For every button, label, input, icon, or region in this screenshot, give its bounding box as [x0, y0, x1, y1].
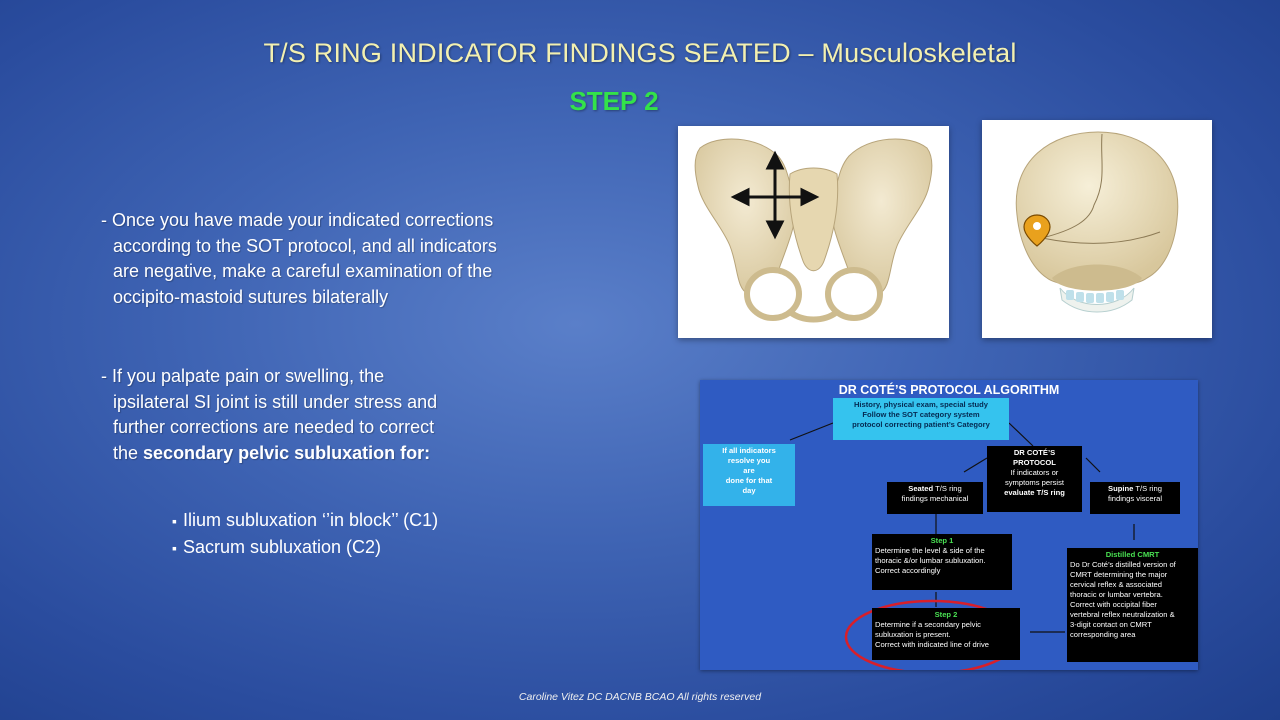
slide-title: T/S RING INDICATOR FINDINGS SEATED – Musculoskeletal	[263, 38, 1017, 68]
history-line: protocol correcting patient’s Category	[852, 420, 990, 429]
protocol-line: symptoms persist	[1004, 478, 1065, 487]
protocol-bold: evaluate T/S ring	[1004, 488, 1065, 497]
seated-rest: T/S ring	[933, 484, 962, 493]
if-all-line: done for that	[725, 476, 773, 485]
if-all-indicators-box	[703, 444, 795, 506]
para2-prefix: the	[113, 442, 144, 463]
copyright-footer: Caroline Vitez DC DACNB BCAO All rights reserved	[518, 691, 762, 703]
para1-line: are negative, make a careful examination of the	[113, 261, 493, 281]
skull-illustration	[982, 120, 1212, 338]
cmrt-line: corresponding area	[1070, 630, 1136, 639]
bullet-list	[172, 507, 438, 561]
step1-line: Determine the level & side of the	[875, 546, 985, 555]
pelvis-image	[678, 126, 949, 338]
seated-line1	[890, 484, 980, 494]
para2-line: further corrections are needed to correct	[113, 417, 435, 437]
protocol-head: PROTOCOL	[1013, 458, 1056, 467]
if-all-line: resolve you	[727, 456, 771, 465]
cmrt-line: thoracic or lumbar vertebra.	[1070, 590, 1163, 599]
bullet-item: ▪ Sacrum subluxation (C2)	[172, 534, 438, 561]
history-line: Follow the SOT category system	[862, 410, 980, 419]
bullet-item: ▪ Ilium subluxation ‘’in block’’ (C1)	[172, 507, 438, 534]
cmrt-head: Distilled CMRT	[1105, 550, 1160, 559]
para2-line	[101, 441, 501, 467]
if-all-line: day	[742, 486, 756, 495]
paragraph-palpate	[101, 364, 501, 466]
para1-line: - Once you have made your indicated corrections	[101, 210, 494, 230]
supine-box	[1090, 482, 1180, 514]
paragraph-exam	[101, 208, 541, 310]
para2-bold: secondary pelvic subluxation for:	[143, 442, 431, 463]
step2-head: Step 2	[934, 610, 958, 619]
algorithm-title: DR COTÉ’S PROTOCOL ALGORITHM	[838, 383, 1060, 397]
step2-line: Correct with indicated line of drive	[875, 640, 989, 649]
history-line: History, physical exam, special study	[853, 400, 989, 409]
step1-box	[872, 534, 1012, 590]
step2-line: Determine if a secondary pelvic	[875, 620, 981, 629]
supine-bold: Supine	[1108, 484, 1134, 493]
distilled-cmrt-box	[1067, 548, 1198, 662]
protocol-line: If indicators or	[1010, 468, 1059, 477]
para2-line: - If you palpate pain or swelling, the	[101, 366, 385, 386]
supine-line1	[1093, 484, 1177, 494]
pelvis-illustration	[678, 126, 949, 338]
cmrt-line: 3-digit contact on CMRT	[1070, 620, 1152, 629]
para1-line: according to the SOT protocol, and all indicators	[113, 235, 497, 256]
para1-line: occipito-mastoid sutures bilaterally	[113, 286, 389, 307]
step1-head: Step 1	[930, 536, 954, 545]
supine-rest: T/S ring	[1133, 484, 1162, 493]
supine-line2: findings visceral	[1107, 494, 1163, 503]
step2-line: subluxation is present.	[875, 630, 951, 639]
cmrt-line: Do Dr Coté’s distilled version of	[1070, 560, 1176, 569]
cmrt-line: vertebral reflex neutralization &	[1070, 610, 1175, 619]
skull-image	[982, 120, 1212, 338]
seated-box	[887, 482, 983, 514]
step2-box	[872, 608, 1020, 660]
para2-line: ipsilateral SI joint is still under stress and	[113, 391, 438, 412]
if-all-line: If all indicators	[722, 446, 776, 455]
cmrt-line: CMRT determining the major	[1070, 570, 1168, 579]
seated-line2: findings mechanical	[901, 494, 969, 503]
cmrt-line: cervical reflex & associated	[1070, 580, 1163, 589]
if-all-line: are	[743, 466, 755, 475]
step-label: STEP 2	[569, 86, 659, 116]
history-box	[833, 398, 1009, 440]
dr-cote-protocol-box	[987, 446, 1082, 512]
protocol-head: DR COTÉ’S	[1013, 448, 1056, 457]
step1-line: thoracic &/or lumbar subluxation.	[875, 556, 986, 565]
step1-line: Correct accordingly	[875, 566, 941, 575]
cmrt-line: Correct with occipital fiber	[1070, 600, 1157, 609]
protocol-algorithm	[700, 380, 1198, 670]
seated-bold: Seated	[908, 484, 934, 493]
